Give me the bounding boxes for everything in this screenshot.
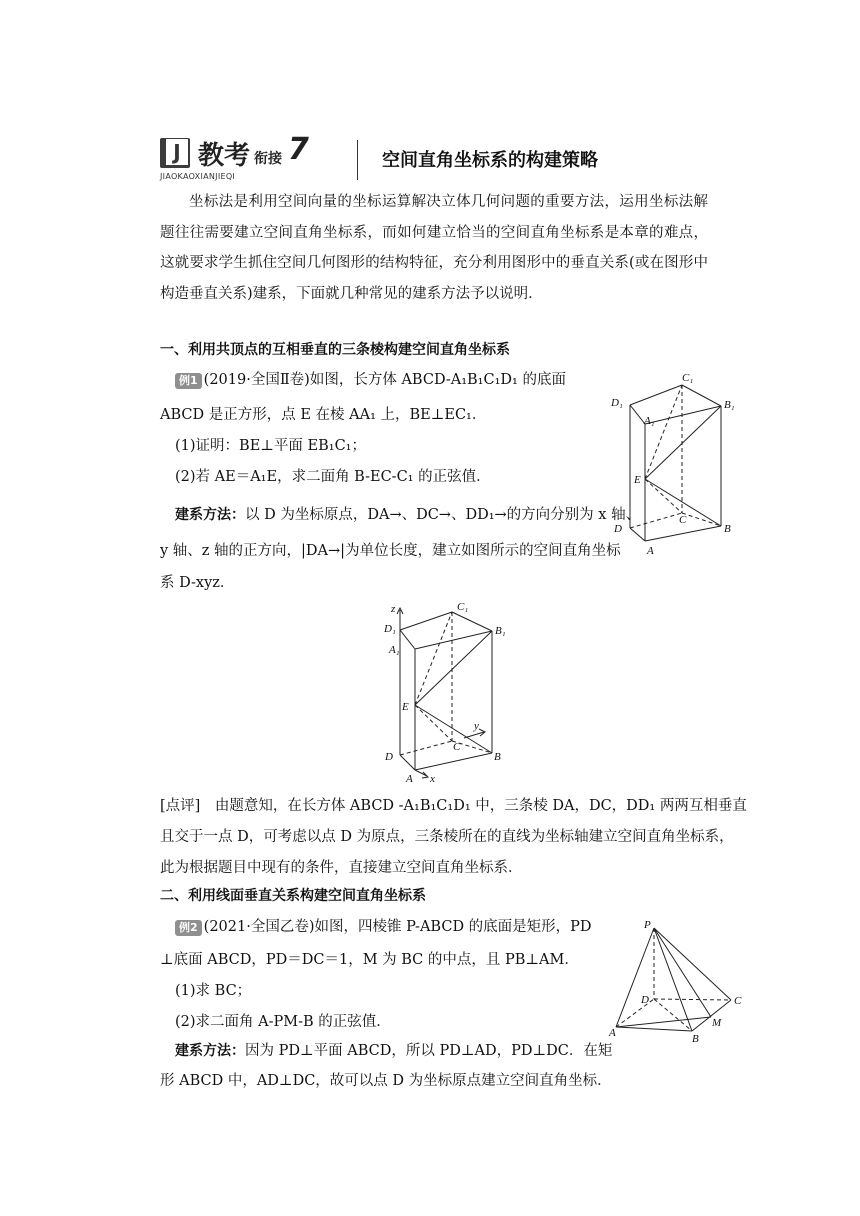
logo-j-letter: J	[166, 139, 188, 165]
fig2-label-c: C	[453, 741, 461, 753]
fig2-label-b1: B₁	[495, 625, 506, 637]
logo-pinyin: JIAOKAOXIANJIEQI	[160, 172, 236, 181]
example2-source: (2021·全国乙卷)	[203, 919, 315, 935]
example2-badge: 例2	[175, 920, 202, 936]
comment1-line1: [点评] 由题意知，在长方体 ABCD -A₁B₁C₁D₁ 中，三条棱 DA，DC，DD₁ 两两互相垂直	[160, 798, 747, 814]
fig2-label-b: B	[494, 751, 501, 763]
example2-line1	[175, 917, 592, 937]
example1-source: (2019·全国Ⅱ卷)	[203, 372, 310, 388]
fig2-label-z: z	[391, 603, 396, 615]
fig3-label-b: B	[692, 1033, 699, 1045]
figure1-cuboid	[606, 368, 746, 563]
example1-line2: ABCD 是正方形，点 E 在棱 AA₁ 上，BE⊥EC₁．	[160, 407, 487, 423]
page-title: 空间直角坐标系的构建策略	[382, 150, 598, 171]
fig1-label-b: B	[724, 523, 731, 535]
fig3-label-p: P	[644, 919, 651, 931]
fig2-label-y: y	[474, 720, 479, 732]
example2-text1: 如图，四棱锥 P-ABCD 的底面是矩形，PD	[314, 919, 592, 935]
section2-heading: 二、利用线面垂直关系构建空间直角坐标系	[160, 888, 426, 904]
example1-q2: (2)若 AE＝A₁E，求二面角 B-EC-C₁ 的正弦值．	[175, 469, 491, 485]
fig1-label-d: D	[614, 523, 622, 535]
header-divider	[357, 140, 358, 180]
fig2-label-d1: D₁	[384, 623, 396, 635]
method1-line2: y 轴、z 轴的正方向，|DA→|为单位长度，建立如图所示的空间直角坐标	[160, 543, 621, 559]
fig1-label-c: C	[679, 514, 687, 526]
comment1-line3: 此为根据题目中现有的条件，直接建立空间直角坐标系．	[160, 860, 523, 876]
fig3-label-a: A	[609, 1027, 616, 1039]
method2-text1: 因为 PD⊥平面 ABCD，所以 PD⊥AD，PD⊥DC．在矩	[245, 1043, 613, 1059]
fig2-label-d: D	[385, 751, 393, 763]
fig1-label-d1: D₁	[611, 397, 623, 409]
fig2-label-a: A	[406, 773, 413, 785]
header-logo	[160, 132, 340, 184]
example1-q1: (1)证明：BE⊥平面 EB₁C₁；	[175, 438, 366, 454]
method1-line1	[175, 505, 640, 525]
fig2-label-a1: A₁	[389, 644, 400, 656]
example2-line2: ⊥底面 ABCD，PD＝DC＝1，M 为 BC 的中点，且 PB⊥AM．	[160, 952, 579, 968]
fig1-label-e: E	[634, 474, 641, 486]
fig2-label-x: x	[430, 773, 435, 785]
method2-label: 建系方法：	[175, 1043, 245, 1059]
logo-sub: 衔接	[254, 151, 282, 167]
example1-badge: 例1	[175, 373, 202, 389]
figure2-coordinate-cuboid	[380, 598, 520, 788]
method1-text1: 以 D 为坐标原点，DA→、DC→、DD₁→的方向分别为 x 轴、	[245, 507, 641, 523]
logo-number: 7	[288, 132, 309, 167]
logo-text: 教考	[198, 141, 251, 171]
method2-line1	[175, 1041, 612, 1061]
fig1-label-a1: A₁	[644, 415, 655, 427]
fig2-label-c1: C₁	[457, 601, 469, 613]
fig1-label-c1: C₁	[682, 372, 694, 384]
method2-line2: 形 ABCD 中，AD⊥DC，故可以点 D 为坐标原点建立空间直角坐标．	[160, 1073, 612, 1089]
example1-text1: 如图，长方体 ABCD-A₁B₁C₁D₁ 的底面	[309, 372, 566, 388]
method1-line3: 系 D-xyz．	[160, 575, 235, 591]
figure3-pyramid	[606, 916, 756, 1051]
fig3-label-c: C	[734, 995, 742, 1007]
fig2-label-e: E	[402, 701, 409, 713]
method1-label: 建系方法：	[175, 507, 245, 523]
fig1-label-b1: B₁	[724, 399, 735, 411]
fig3-label-d: D	[641, 994, 649, 1006]
fig3-label-m: M	[712, 1017, 722, 1029]
fig1-label-a: A	[647, 545, 654, 557]
example2-q1: (1)求 BC；	[175, 983, 252, 999]
example2-q2: (2)求二面角 A-PM-B 的正弦值．	[175, 1014, 391, 1030]
intro-paragraph: 坐标法是利用空间向量的坐标运算解决立体几何问题的重要方法，运用坐标法解题往往需要建立空间直角坐标系，而如何建立恰当的空间直角坐标系是本章的难点，这就要求学生抓住空间几何图形的结构特征，充分利用图形中的垂直关系(或在图形中构造垂直关系)建系，下面就几种常见的建系方法予以说明．	[160, 194, 708, 302]
comment1-line2: 且交于一点 D，可考虑以点 D 为原点，三条棱所在的直线为坐标轴建立空间直角坐标系，	[160, 829, 734, 845]
example1-line1	[175, 370, 566, 390]
section1-heading: 一、利用共顶点的互相垂直的三条棱构建空间直角坐标系	[160, 342, 510, 358]
